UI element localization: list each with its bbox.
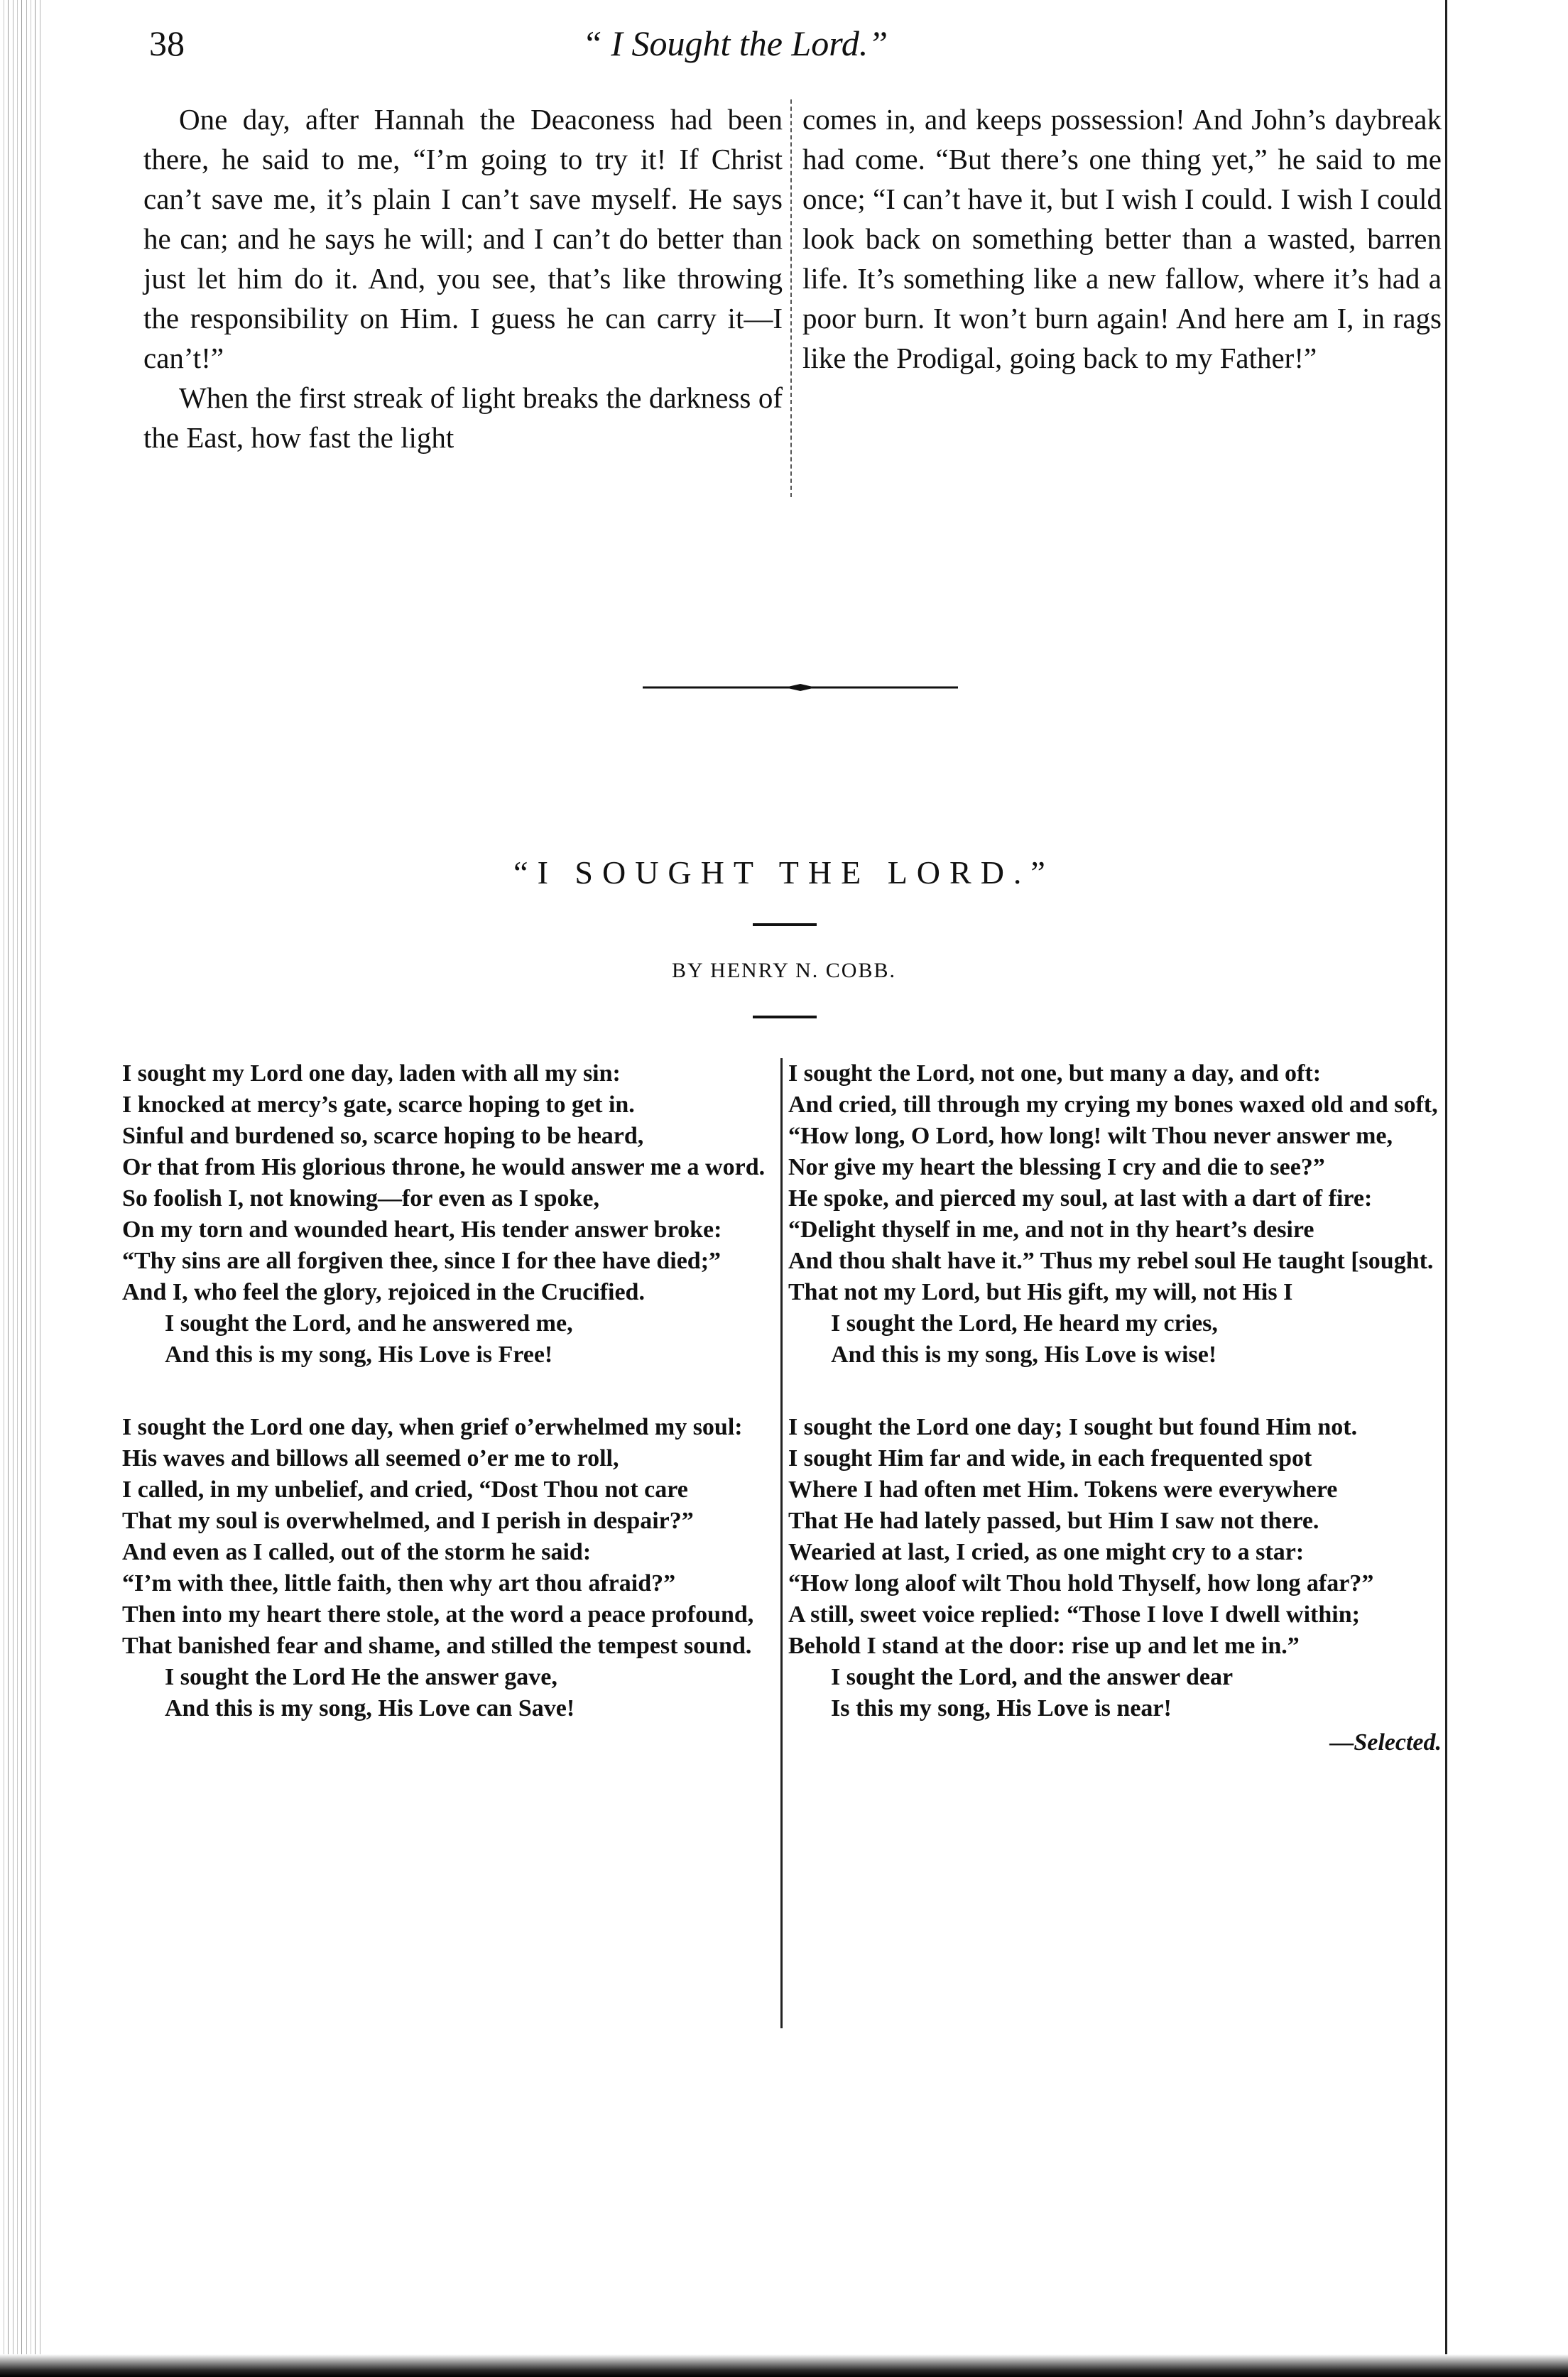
poem-line: So foolish I, not knowing—for even as I spoke, [122, 1185, 599, 1212]
page-edge-right [1445, 0, 1568, 2377]
poem-line: He spoke, and pierced my soul, at last with a dart of fire: [788, 1185, 1373, 1212]
poem-line: I sought my Lord one day, laden with all my sin: [122, 1060, 621, 1087]
poem-line: “How long, O Lord, how long! wilt Thou never answer me, [788, 1123, 1393, 1149]
poem-line: Or that from His glorious throne, he would answer me a word. [122, 1154, 766, 1180]
poem-byline: BY HENRY N. COBB. [672, 959, 896, 982]
poem-line: Nor give my heart the blessing I cry and die to see?” [788, 1154, 1325, 1180]
poem-line: On my torn and wounded heart, His tender answer broke: [122, 1217, 722, 1243]
poem-line: And cried, till through my crying my bones waxed old and soft, [788, 1092, 1438, 1118]
poem-line: I knocked at mercy’s gate, scarce hoping to get in. [122, 1092, 635, 1118]
poem-line: And thou shalt have it.” Thus my rebel soul He taught [sought. [788, 1248, 1434, 1274]
refrain-line: And this is my song, His Love can Save! [165, 1695, 575, 1721]
poem-line: That my soul is overwhelmed, and I perish in despair?” [122, 1508, 694, 1534]
prose-column-left [143, 99, 783, 457]
refrain-line: And this is my song, His Love is wise! [831, 1342, 1217, 1368]
poem-column-left [122, 1058, 775, 1740]
poem-column-right [788, 1058, 1442, 1774]
title-rule [753, 923, 817, 926]
refrain-line: I sought the Lord, and he answered me, [165, 1310, 573, 1337]
poem-line: Wearied at last, I cried, as one might cry to a star: [788, 1539, 1305, 1565]
byline-rule [753, 1016, 817, 1018]
page-number: 38 [149, 23, 185, 63]
poem-line: “How long aloof wilt Thou hold Thyself, how long afar?” [788, 1570, 1374, 1597]
signature: —Selected. [1329, 1729, 1442, 1756]
poem-line: Behold I stand at the door: rise up and let me in.” [788, 1633, 1300, 1659]
poem-line: That not my Lord, but His gift, my will, not His I [788, 1279, 1293, 1305]
poem-line: A still, sweet voice replied: “Those I love I dwell within; [788, 1601, 1360, 1628]
refrain-line: I sought the Lord, and the answer dear [831, 1664, 1234, 1690]
poem-line: I sought Him far and wide, in each frequented spot [788, 1445, 1312, 1472]
poem-line: “Delight thyself in me, and not in thy heart’s desire [788, 1217, 1314, 1243]
stanza [122, 1412, 775, 1724]
stanza [788, 1058, 1442, 1371]
prose-paragraph: When the first streak of light breaks the darkness of the East, how fast the light [143, 381, 783, 454]
poem-line: His waves and billows all seemed o’er me to roll, [122, 1445, 619, 1472]
poem-line: Where I had often met Him. Tokens were everywhere [788, 1476, 1338, 1503]
binding-edge [0, 0, 43, 2377]
column-divider [780, 1058, 783, 2028]
running-head: “ I Sought the Lord.” [582, 23, 888, 63]
poem-line: That He had lately passed, but Him I saw not there. [788, 1508, 1319, 1534]
prose-paragraph: One day, after Hannah the Deaconess had been there, he said to me, “I’m going to try it! If Christ can’t save me, it’s plain I can’t save myself. He says he can; and he says he will; and I can’t do better than just let him do it. And, you see, that’s like throwing the responsibility on Him. I guess he can carry it—I can’t!” [143, 103, 783, 374]
refrain-line: I sought the Lord He the answer gave, [165, 1664, 557, 1690]
stanza [122, 1058, 775, 1371]
poem-title: “I SOUGHT THE LORD.” [513, 854, 1055, 891]
poem-line: I called, in my unbelief, and cried, “Dost Thou not care [122, 1476, 688, 1503]
section-ornament [643, 680, 958, 695]
poem-line: I sought the Lord one day; I sought but found Him not. [788, 1414, 1358, 1440]
poem-line: Sinful and burdened so, scarce hoping to be heard, [122, 1123, 644, 1149]
poem-line: Then into my heart there stole, at the word a peace profound, [122, 1601, 754, 1628]
poem-line: I sought the Lord, not one, but many a day, and oft: [788, 1060, 1322, 1087]
stanza [788, 1412, 1442, 1758]
prose-paragraph: comes in, and keeps possession! And John’s daybreak had come. “But there’s one thing yet,” he said to me once; “I can’t have it, but I wish I could. I wish I could look back on something better than a wasted, barren life. It’s something like a new fallow, where it’s had a poor burn. It won’t burn again! And here am I, in rags like the Prodigal, going back to my Father!” [802, 103, 1442, 374]
prose-column-right [802, 99, 1442, 378]
refrain-line: And this is my song, His Love is Free! [165, 1342, 553, 1368]
refrain-line: Is this my song, His Love is near! [831, 1695, 1172, 1721]
poem-line: And even as I called, out of the storm he said: [122, 1539, 592, 1565]
poem-line: And I, who feel the glory, rejoiced in the Crucified. [122, 1279, 645, 1305]
poem-line: I sought the Lord one day, when grief o’erwhelmed my soul: [122, 1414, 743, 1440]
column-divider [790, 99, 792, 497]
poem-line: That banished fear and shame, and stilled the tempest sound. [122, 1633, 752, 1659]
poem-line: “Thy sins are all forgiven thee, since I for thee have died;” [122, 1248, 722, 1274]
refrain-line: I sought the Lord, He heard my cries, [831, 1310, 1218, 1337]
binding-edge-bottom [0, 2354, 1568, 2377]
poem-line: “I’m with thee, little faith, then why art thou afraid?” [122, 1570, 676, 1597]
